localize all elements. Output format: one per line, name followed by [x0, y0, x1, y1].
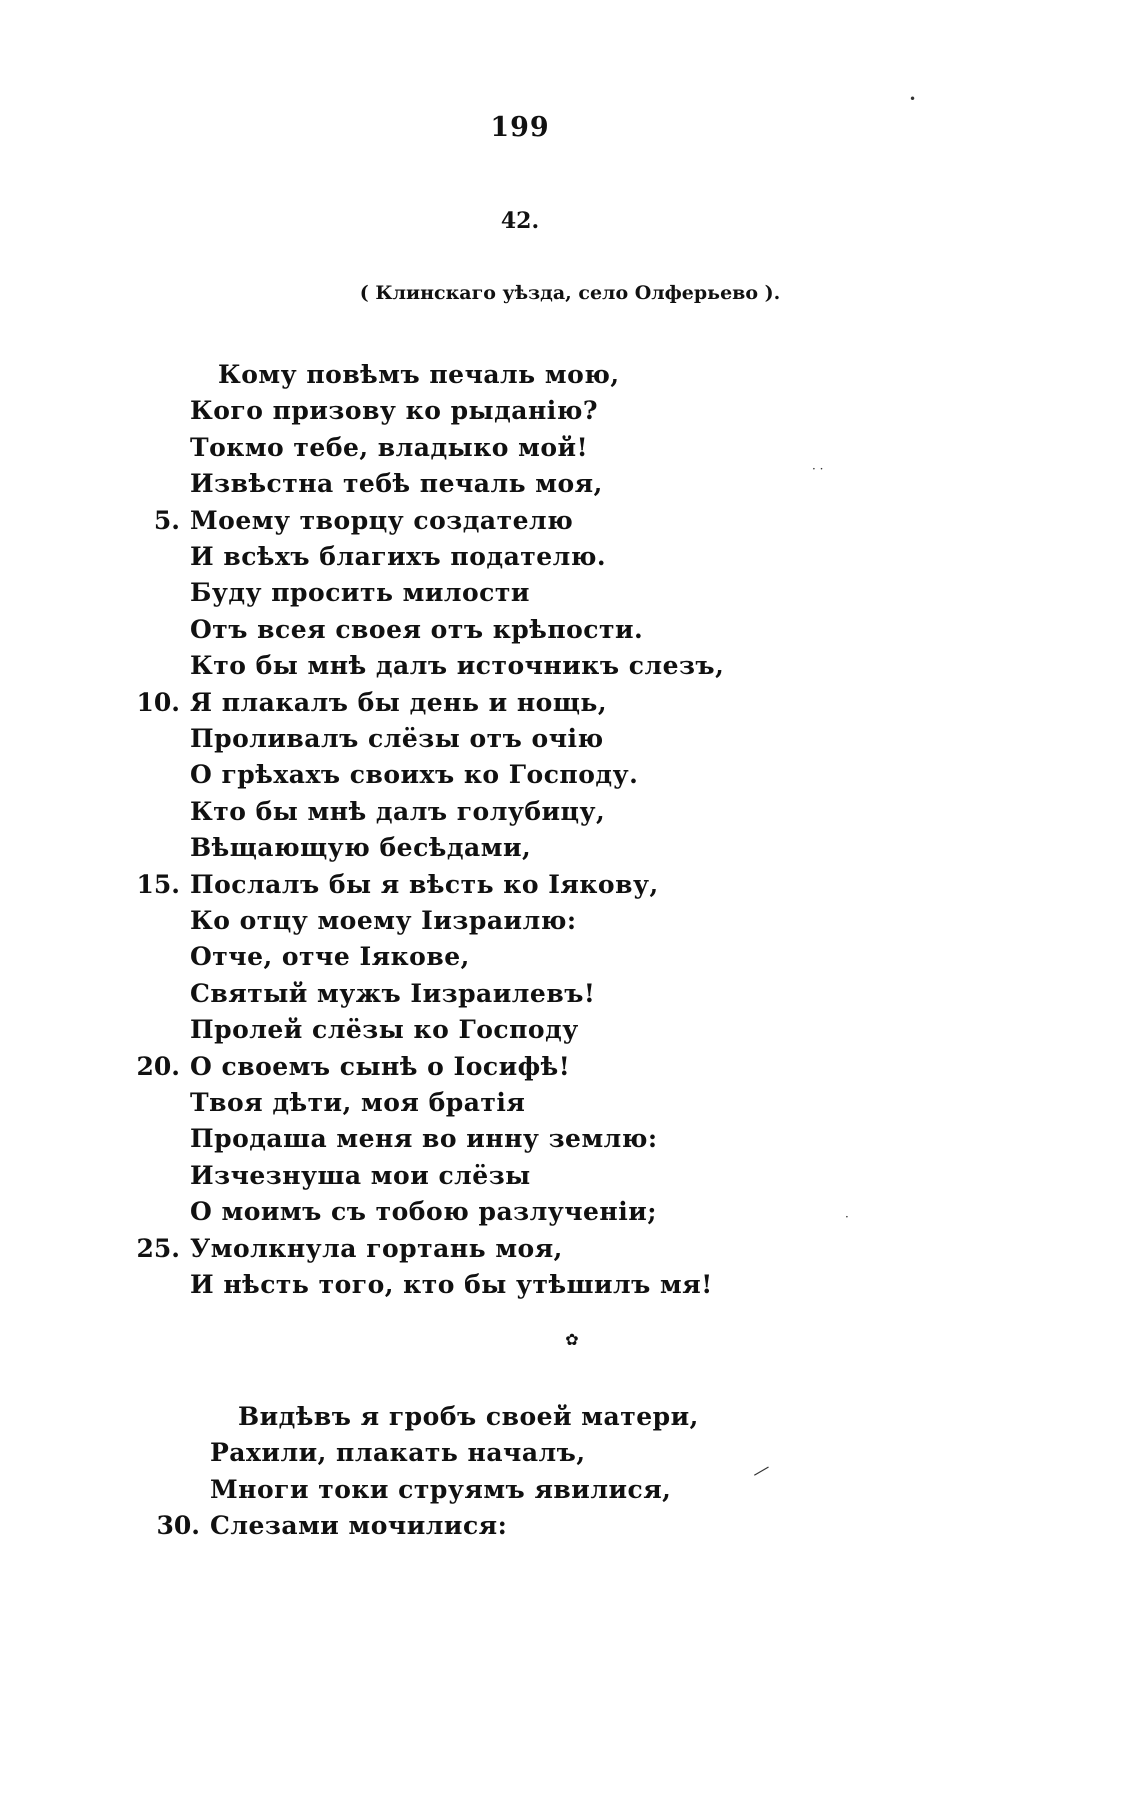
line-number: 25.: [136, 1233, 180, 1263]
poem-line: Видѣвъ я гробъ своей матери,: [238, 1402, 699, 1431]
poem-line: Вѣщающую бесѣдами,: [190, 833, 532, 863]
line-number: 5.: [153, 505, 180, 535]
line-number: 10.: [136, 687, 180, 717]
poem-line: Послалъ бы я вѣсть ко Іякову,: [190, 869, 659, 899]
poem-line: О своемъ сынѣ о Іосифѣ!: [190, 1051, 571, 1081]
poem-line: Слезами мочилися:: [210, 1511, 508, 1541]
poem-line: Токмо тебе, владыко мой!: [190, 432, 589, 462]
poem-line: Проливалъ слёзы отъ очію: [190, 724, 604, 753]
line-number: 30.: [156, 1511, 200, 1541]
poem-line: Рахили, плакать началъ,: [210, 1438, 586, 1468]
poem-line: Кто бы мнѣ далъ голубицу,: [190, 796, 606, 826]
poem-line: О грѣхахъ своихъ ко Господу.: [190, 760, 639, 790]
speck-mark: •: [909, 92, 917, 106]
poem-line: Твоя дѣти, моя братія: [190, 1088, 526, 1117]
page-number: 199: [490, 112, 550, 143]
poem-line: Кому повѣмъ печаль мою,: [218, 360, 620, 389]
line-number: 15.: [136, 869, 180, 899]
poem-line: Отъ всея своея отъ крѣпости.: [190, 614, 644, 644]
poem-number: 42.: [500, 208, 540, 234]
poem-line: И нѣсть того, кто бы утѣшилъ мя!: [190, 1270, 713, 1299]
poem-line: О моимъ съ тобою разлученіи;: [190, 1197, 658, 1227]
poem-line: Отче, отче Іякове,: [190, 942, 470, 972]
poem-line: Кто бы мнѣ далъ источникъ слезъ,: [190, 651, 725, 681]
poem-line: Святый мужъ Іизраилевъ!: [190, 978, 596, 1008]
poem-line: Моему творцу создателю: [190, 505, 574, 535]
poem-line: И всѣхъ благихъ подателю.: [190, 542, 607, 571]
poem-line: Многи токи струямъ явилися,: [210, 1474, 672, 1504]
poem-line: Изчезнуша мои слёзы: [190, 1160, 531, 1190]
speck-mark: · ·: [812, 462, 824, 476]
line-number: 20.: [136, 1051, 180, 1081]
poem-line: Ко отцу моему Іизраилю:: [190, 906, 577, 935]
poem-line: Умолкнула гортань моя,: [190, 1233, 563, 1263]
poem-line: Продаша меня во инну землю:: [190, 1124, 658, 1154]
poem-line: Пролей слёзы ко Господу: [190, 1015, 579, 1045]
poem-location: ( Клинскаго уѣзда, село Олферьево ).: [359, 282, 781, 304]
poem-line: Буду просить милости: [190, 578, 530, 608]
poem-line: Кого призову ко рыданію?: [190, 396, 599, 426]
ornament-icon: ✿: [565, 1330, 579, 1349]
poem-line: Я плакалъ бы день и нощь,: [190, 687, 608, 717]
poem-line: Извѣстна тебѣ печаль моя,: [190, 469, 603, 499]
speck-mark: ·: [845, 1210, 849, 1224]
speck-mark: —: [747, 1456, 775, 1485]
